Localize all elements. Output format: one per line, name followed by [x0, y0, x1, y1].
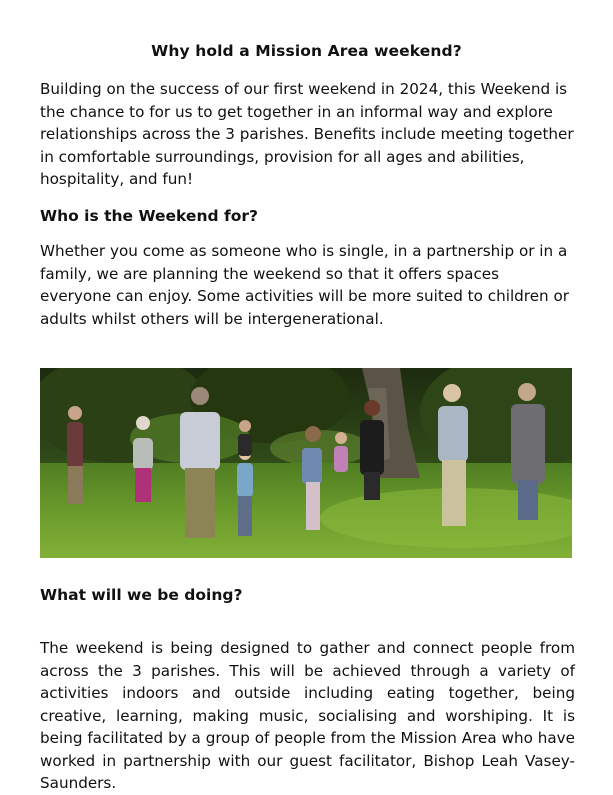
paragraph-what: The weekend is being designed to gather and connect people from across the 3 parishes. This will be achieved through a variety of activities indoors and outside including eating together, being creative, learning, making music, socialising and worshiping. It is being facilitated by a group of people from the Mission Area who have worked in partnership with our guest facilitator, Bishop Leah Vasey-Saunders. [40, 639, 575, 792]
section-heading-why: Why hold a Mission Area weekend? [151, 42, 462, 60]
section-heading-what: What will we be doing? [40, 586, 243, 604]
section-heading-who: Who is the Weekend for? [40, 207, 258, 225]
paragraph-who: Whether you come as someone who is single, in a partnership or in a family, we are planning the weekend so that it offers spaces everyone can enjoy. Some activities will be more suited to children or adults whilst others will be intergenerational. [40, 242, 570, 328]
paragraph-why: Building on the success of our first weekend in 2024, this Weekend is the chance to for us to get together in an informal way and explore relationships across the 3 parishes. Benefits include meeting together in comfortable surroundings, provision for all ages and abilities, hospitality, and fun! [40, 80, 574, 188]
group-photo [40, 368, 572, 558]
group-photo-illustration [40, 368, 572, 558]
